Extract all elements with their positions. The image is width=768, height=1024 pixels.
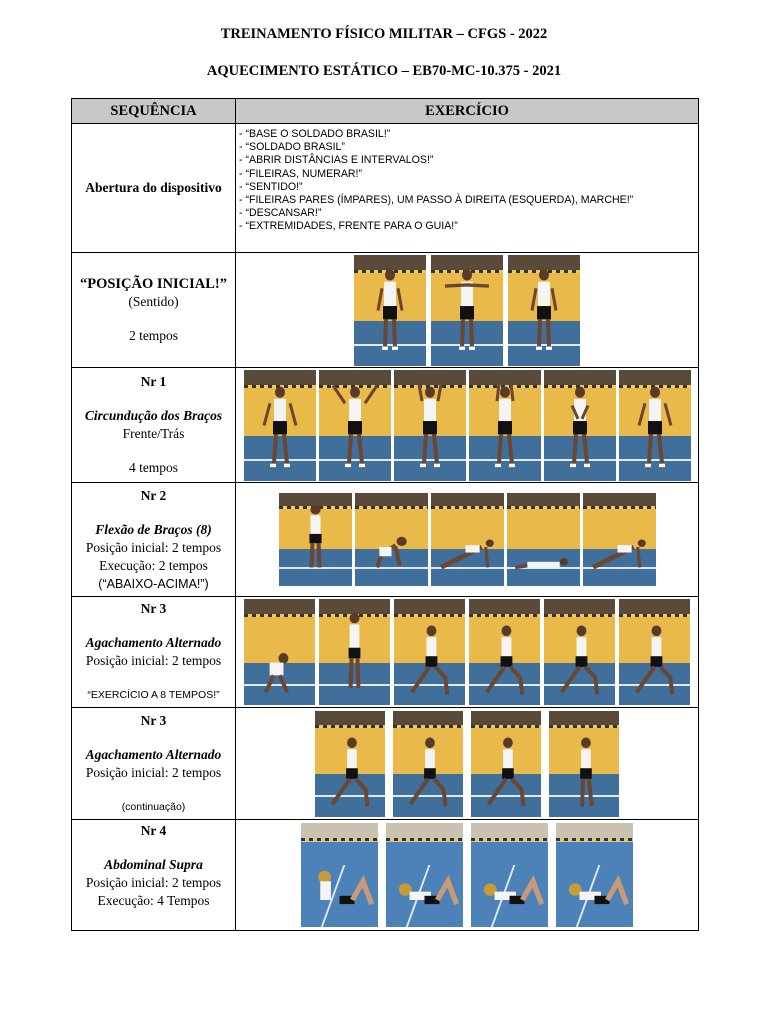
exercise-photo [619,370,691,481]
exercise-name: Abdominal Supra [104,857,203,872]
athlete-figure [556,823,633,927]
table-row-initial-position [72,253,699,368]
command-item: - “ABRIR DISTÂNCIAS E INTERVALOS!” [239,154,434,167]
exercise-note: (continuação) [121,800,186,813]
exercise-number: Nr 3 [140,601,167,616]
document-title: TREINAMENTO FÍSICO MILITAR – CFGS - 2022 [220,26,548,42]
athlete-figure [386,823,463,927]
sequence-cell [72,820,236,931]
exercise-detail: Execução: 4 Tempos [97,893,210,908]
table-row-opening [72,124,699,253]
column-header-exercise: EXERCÍCIO [236,99,699,124]
exercise-table [71,98,699,931]
exercise-photo [279,493,352,586]
table-row-nr4 [72,820,699,931]
exercise-photo [393,711,463,817]
exercise-number: Nr 3 [140,712,167,728]
athlete-figure [431,255,503,366]
athlete-figure [619,599,690,705]
exercise-photo [386,823,463,927]
exercise-name: Circundução dos Braços [84,408,223,423]
exercise-photo [244,599,315,705]
athlete-figure [315,711,385,817]
photo-strip [236,493,698,586]
command-item: - “FILEIRAS, NUMERAR!” [239,167,363,180]
exercise-cell [236,368,699,483]
exercise-cell [236,253,699,368]
athlete-figure [244,370,316,481]
athlete-figure [431,493,504,586]
exercise-detail: Frente/Trás [122,426,185,441]
exercise-photo [544,599,615,705]
command-item: - “SOLDADO BRASIL” [239,141,345,154]
column-header-sequence: SEQUÊNCIA [72,99,236,124]
exercise-photo [319,599,390,705]
exercise-photo [508,255,580,366]
exercise-photo [431,255,503,366]
sequence-subtitle: (Sentido) [128,294,179,309]
exercise-count: 4 tempos [128,460,179,475]
athlete-figure [619,370,691,481]
photo-strip [236,255,698,366]
exercise-name: Agachamento Alternado [85,635,222,650]
exercise-photo [431,493,504,586]
athlete-figure [354,255,426,366]
command-item: - “SENTIDO!” [239,180,303,193]
athlete-figure [301,823,378,927]
exercise-photo [244,370,316,481]
table-row-nr2 [72,483,699,597]
athlete-figure [471,823,548,927]
exercise-photo [544,370,616,481]
athlete-figure [394,370,466,481]
exercise-command: (“ABAIXO-ACIMA!”) [98,576,209,591]
photo-strip [236,823,698,927]
exercise-detail: Posição inicial: 2 tempos [85,539,222,555]
athlete-figure [319,599,390,705]
exercise-cell [236,597,699,708]
command-item: - “FILEIRAS PARES (ÍMPARES), UM PASSO À DIREITA (ESQUERDA), MARCHE!” [239,194,634,207]
command-item: - “EXTREMIDADES, FRENTE PARA O GUIA!” [239,220,458,233]
exercise-cell [236,483,699,597]
athlete-figure [471,711,541,817]
exercise-photo [549,711,619,817]
exercise-photo [301,823,378,927]
sequence-cell [72,124,236,253]
exercise-command: “EXERCÍCIO A 8 TEMPOS!” [87,689,220,701]
sequence-label: Abertura do dispositivo [85,180,222,195]
exercise-photo [319,370,391,481]
sequence-cell [72,597,236,708]
exercise-photo [556,823,633,927]
exercise-photo [469,370,541,481]
athlete-figure [508,255,580,366]
athlete-figure [507,493,580,586]
exercise-photo [354,255,426,366]
exercise-detail: Execução: 2 tempos [99,557,208,573]
exercise-number: Nr 4 [140,823,167,838]
exercise-photo [619,599,690,705]
photo-strip [236,370,698,481]
athlete-figure [244,599,315,705]
exercise-photo [315,711,385,817]
document-subtitle: AQUECIMENTO ESTÁTICO – EB70-MC-10.375 - 2021 [206,63,562,79]
exercise-photo [355,493,428,586]
exercise-detail: Posição inicial: 2 tempos [85,875,222,890]
athlete-figure [279,493,352,586]
command-item: - “DESCANSAR!” [239,207,322,220]
exercise-photo [471,823,548,927]
table-row-nr1 [72,368,699,483]
exercise-cell [236,820,699,931]
exercise-photo [583,493,656,586]
sequence-cell [72,368,236,483]
athlete-figure [355,493,428,586]
table-header-row [72,99,699,124]
athlete-figure [583,493,656,586]
exercise-photo [471,711,541,817]
athlete-figure [319,370,391,481]
athlete-figure [549,711,619,817]
command-list [236,124,698,238]
exercise-photo [394,599,465,705]
athlete-figure [544,599,615,705]
table-row-nr3-continued [72,708,699,820]
sequence-count: 2 tempos [128,328,179,343]
exercise-photo [394,370,466,481]
exercise-detail: Posição inicial: 2 tempos [85,653,222,668]
sequence-cell [72,253,236,368]
table-row-nr3 [72,597,699,708]
athlete-figure [469,370,541,481]
exercise-number: Nr 2 [140,487,167,503]
exercise-cell [236,124,699,253]
photo-strip [236,599,698,705]
exercise-photo [469,599,540,705]
exercise-photo [507,493,580,586]
sequence-title: “POSIÇÃO INICIAL!” [79,276,228,292]
athlete-figure [393,711,463,817]
athlete-figure [544,370,616,481]
exercise-detail: Posição inicial: 2 tempos [85,764,222,780]
exercise-number: Nr 1 [140,374,167,389]
command-item: - “BASE O SOLDADO BRASIL!” [239,128,391,140]
exercise-name: Agachamento Alternado [85,746,222,762]
sequence-cell [72,708,236,820]
exercise-cell [236,708,699,820]
exercise-name: Flexão de Braços (8) [95,521,212,537]
athlete-figure [469,599,540,705]
photo-strip [236,711,698,817]
athlete-figure [394,599,465,705]
sequence-cell [72,483,236,597]
